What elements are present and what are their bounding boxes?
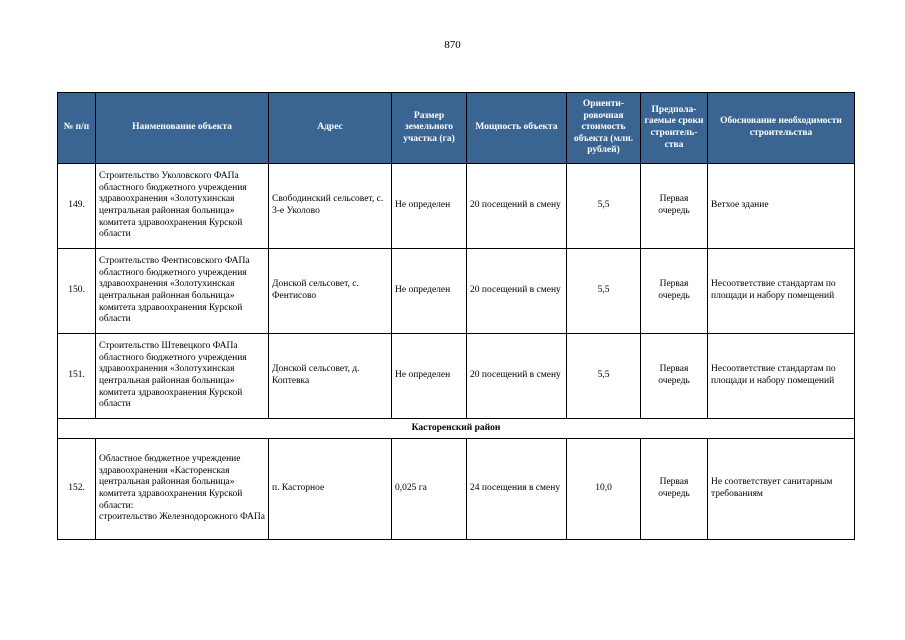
object-cost: 5,5 [567, 164, 641, 249]
construction-reason: Несоответствие стандартам по площади и набору помещений [708, 334, 855, 419]
object-capacity: 20 посещений в смену [467, 249, 567, 334]
object-name-line: Областное бюджетное учреждение здравоохранения «Касторенская центральная районная больница» комитета здравоохранения Курской области: [99, 454, 243, 511]
object-address: Свободинский сельсовет, с. 3-е Уколово [269, 164, 392, 249]
object-cost: 10,0 [567, 439, 641, 540]
object-name [96, 439, 269, 540]
region-heading: Касторенский район [58, 419, 855, 439]
header-cost: Ориенти-ровочная стоимость объекта (млн. рублей) [567, 93, 641, 164]
land-size: 0,025 га [392, 439, 467, 540]
table-row [58, 164, 855, 249]
header-num: № п/п [58, 93, 96, 164]
table-row [58, 249, 855, 334]
construction-terms: Первая очередь [641, 334, 708, 419]
header-address: Адрес [269, 93, 392, 164]
object-name: Строительство Фентисовского ФАПа областного бюджетного учреждения здравоохранения «Золотухинская центральная районная больница» комитета здравоохранения Курской области [96, 249, 269, 334]
construction-terms: Первая очередь [641, 249, 708, 334]
table-row [58, 334, 855, 419]
land-size: Не определен [392, 164, 467, 249]
object-cost: 5,5 [567, 334, 641, 419]
construction-terms: Первая очередь [641, 164, 708, 249]
header-capacity: Мощность объекта [467, 93, 567, 164]
table-header-row [58, 93, 855, 164]
construction-reason: Несоответствие стандартам по площади и набору помещений [708, 249, 855, 334]
table-row [58, 439, 855, 540]
construction-table [57, 92, 855, 540]
header-terms: Предпола-гаемые сроки строитель-ства [641, 93, 708, 164]
header-land: Размер земельного участка (га) [392, 93, 467, 164]
object-capacity: 24 посещения в смену [467, 439, 567, 540]
construction-reason: Ветхое здание [708, 164, 855, 249]
object-capacity: 20 посещений в смену [467, 164, 567, 249]
region-row [58, 419, 855, 439]
header-name: Наименование объекта [96, 93, 269, 164]
row-number: 151. [58, 334, 96, 419]
object-cost: 5,5 [567, 249, 641, 334]
object-name-line: строительство Железнодорожного ФАПа [99, 512, 265, 523]
object-name: Строительство Уколовского ФАПа областного бюджетного учреждения здравоохранения «Золотухинская центральная районная больница» комитета здравоохранения Курской области [96, 164, 269, 249]
row-number: 152. [58, 439, 96, 540]
object-name: Строительство Штевецкого ФАПа областного бюджетного учреждения здравоохранения «Золотухинская центральная районная больница» комитета здравоохранения Курской области [96, 334, 269, 419]
land-size: Не определен [392, 334, 467, 419]
row-number: 150. [58, 249, 96, 334]
construction-terms: Первая очередь [641, 439, 708, 540]
object-address: п. Касторное [269, 439, 392, 540]
header-reason: Обоснование необходимости строительства [708, 93, 855, 164]
row-number: 149. [58, 164, 96, 249]
object-address: Донской сельсовет, с. Фентисово [269, 249, 392, 334]
page-number: 870 [444, 39, 461, 51]
land-size: Не определен [392, 249, 467, 334]
construction-reason: Не соответствует санитарным требованиям [708, 439, 855, 540]
object-capacity: 20 посещений в смену [467, 334, 567, 419]
object-address: Донской сельсовет, д. Коптевка [269, 334, 392, 419]
